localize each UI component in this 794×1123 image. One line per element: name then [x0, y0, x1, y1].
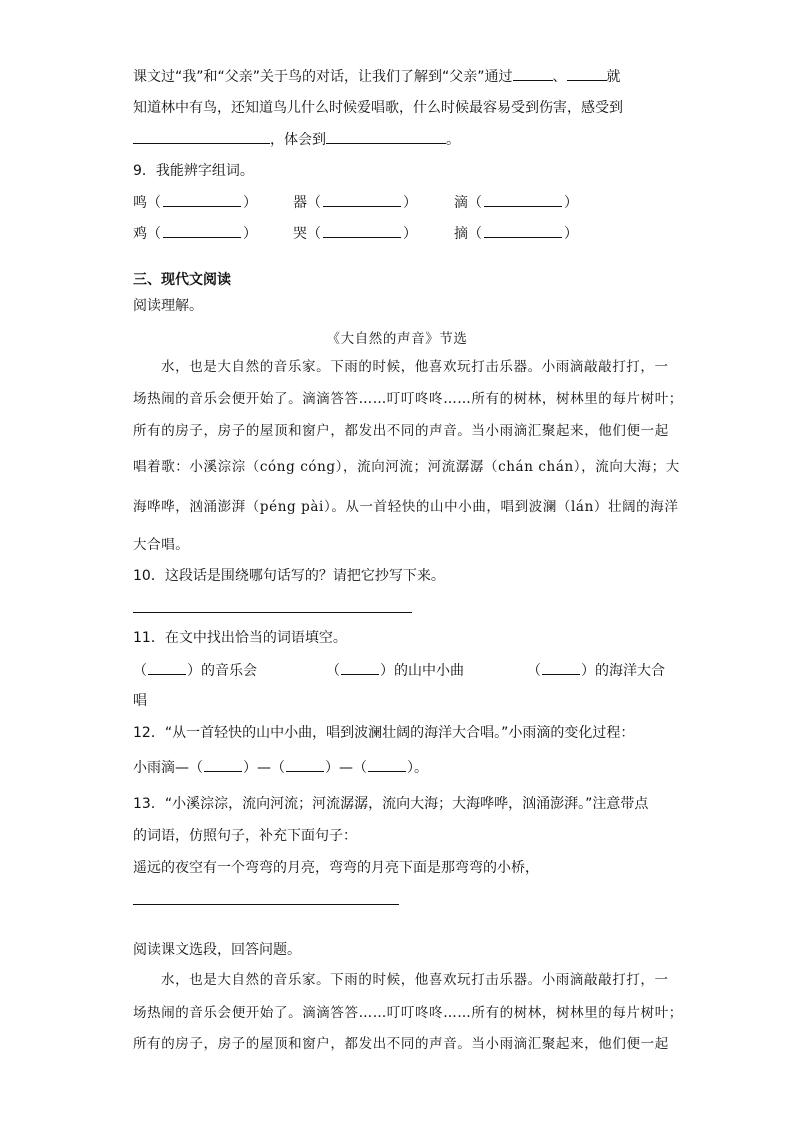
q11-blank[interactable]: [542, 660, 580, 675]
q12-chain-sep: ）—（: [325, 760, 367, 776]
intro-text-a: 课文过“我”和“父亲”关于鸟的对话，让我们了解到“父亲”通过: [133, 69, 513, 85]
q9-close: ）: [564, 195, 578, 211]
q9-item-1: [133, 192, 257, 213]
q9-char: 哭（: [293, 226, 321, 242]
passage-line: 大合唱。: [133, 537, 190, 553]
passage-line: 场热闹的音乐会便开始了。滴滴答答……叮叮咚咚……所有的树林，树林里的每片树叶；: [133, 391, 683, 407]
intro-line-3: [133, 129, 460, 150]
intro-text-mid: ，体会到: [270, 132, 326, 148]
q9-blank[interactable]: [323, 192, 401, 207]
q12-chain-end: ）。: [407, 760, 428, 776]
q9-char: 鸣（: [133, 195, 161, 211]
q9-item-4: [133, 223, 257, 244]
q12-blank-3[interactable]: [368, 757, 406, 772]
q9-title: 9．我能辨字组词。: [133, 163, 254, 179]
q9-item-5: [293, 223, 417, 244]
q11-open: （: [326, 663, 340, 679]
q9-blank[interactable]: [484, 223, 562, 238]
answer-blank-3[interactable]: [133, 129, 270, 144]
q13-line-1: 13．“小溪淙淙，流向河流；河流潺潺，流向大海；大海哗哗，汹涌澎湃。”注意带点: [133, 796, 649, 812]
q9-char: 鸡（: [133, 226, 161, 242]
q11-item-3: [527, 660, 665, 681]
intro-separator: 、: [552, 69, 567, 85]
q12-chain-sep: ）—（: [243, 760, 285, 776]
intro-line-1: [133, 66, 621, 87]
q9-close: ）: [243, 226, 257, 242]
passage-line: 水，也是大自然的音乐家。下雨的时候，他喜欢玩打击乐器。小雨滴敲敲打打，一: [161, 359, 669, 375]
q13-line-2: 的词语，仿照句子，补充下面句子：: [133, 828, 357, 844]
q13-answer-line[interactable]: [133, 904, 399, 905]
passage-line: 水，也是大自然的音乐家。下雨的时候，他喜欢玩打击乐器。小雨滴敲敲打打，一: [161, 972, 669, 988]
intro-line-2: 知道林中有鸟，还知道鸟儿什么时候爱唱歌，什么时候最容易受到伤害，感受到: [133, 100, 623, 116]
q9-blank[interactable]: [163, 223, 241, 238]
passage-line: 所有的房子，房子的屋顶和窗户，都发出不同的声音。当小雨滴汇聚起来，他们便一起: [133, 423, 669, 439]
q11-blank[interactable]: [148, 660, 186, 675]
q12-text: 12．“从一首轻快的山中小曲，唱到波澜壮阔的海洋大合唱。”小雨滴的变化过程：: [133, 725, 635, 741]
q9-item-6: [454, 223, 578, 244]
intro-text-b: 就: [606, 69, 621, 85]
passage-line: 所有的房子，房子的屋顶和窗户，都发出不同的声音。当小雨滴汇聚起来，他们便一起: [133, 1036, 669, 1052]
q11-item-2: [326, 660, 464, 681]
q9-char: 滴（: [454, 195, 482, 211]
q11-wrap: 唱: [133, 693, 147, 709]
passage-line: 场热闹的音乐会便开始了。滴滴答答……叮叮咚咚……所有的树林，树林里的每片树叶；: [133, 1005, 683, 1021]
q9-blank[interactable]: [484, 192, 562, 207]
q9-item-2: [293, 192, 417, 213]
q12-chain: [133, 757, 428, 778]
passage-title: 《大自然的声音》节选: [326, 331, 468, 347]
q9-close: ）: [564, 226, 578, 242]
answer-blank-1[interactable]: [513, 66, 553, 81]
q12-chain-start: 小雨滴—（: [133, 760, 203, 776]
q9-blank[interactable]: [323, 223, 401, 238]
intro-text-end: 。: [446, 132, 460, 148]
q10-text: 10．这段话是围绕哪句话写的？请把它抄写下来。: [133, 568, 445, 584]
section4-intro: 阅读课文选段，回答问题。: [133, 942, 301, 958]
answer-blank-4[interactable]: [326, 129, 446, 144]
q13-line-3: 遥远的夜空有一个弯弯的月亮，弯弯的月亮下面是那弯弯的小桥，: [133, 860, 539, 876]
q11-blank[interactable]: [341, 660, 379, 675]
q11-close: ）的海洋大合: [581, 663, 665, 679]
passage-line: 海哗哗，汹涌澎湃（péng pài）。从一首轻快的山中小曲，唱到波澜（lán）壮阔的海洋: [133, 499, 679, 515]
q9-close: ）: [403, 226, 417, 242]
answer-blank-2[interactable]: [567, 66, 607, 81]
q11-open: （: [527, 663, 541, 679]
section-subheading: 阅读理解。: [133, 298, 203, 314]
q12-blank-1[interactable]: [204, 757, 242, 772]
section-heading: 三、现代文阅读: [133, 272, 231, 288]
passage-line: 唱着歌：小溪淙淙（cóng cóng），流向河流；河流潺潺（chán chán），流向大海；大: [133, 459, 680, 475]
q9-close: ）: [243, 195, 257, 211]
q11-close: ）的山中小曲: [380, 663, 464, 679]
q11-open: （: [133, 663, 147, 679]
q9-blank[interactable]: [163, 192, 241, 207]
q9-char: 摘（: [454, 226, 482, 242]
q9-char: 器（: [293, 195, 321, 211]
q11-close: ）的音乐会: [187, 663, 257, 679]
q9-close: ）: [403, 195, 417, 211]
q11-text: 11．在文中找出恰当的词语填空。: [133, 630, 347, 646]
q9-item-3: [454, 192, 578, 213]
q10-answer-line[interactable]: [133, 612, 412, 613]
q11-item-1: [133, 660, 257, 681]
q12-blank-2[interactable]: [286, 757, 324, 772]
